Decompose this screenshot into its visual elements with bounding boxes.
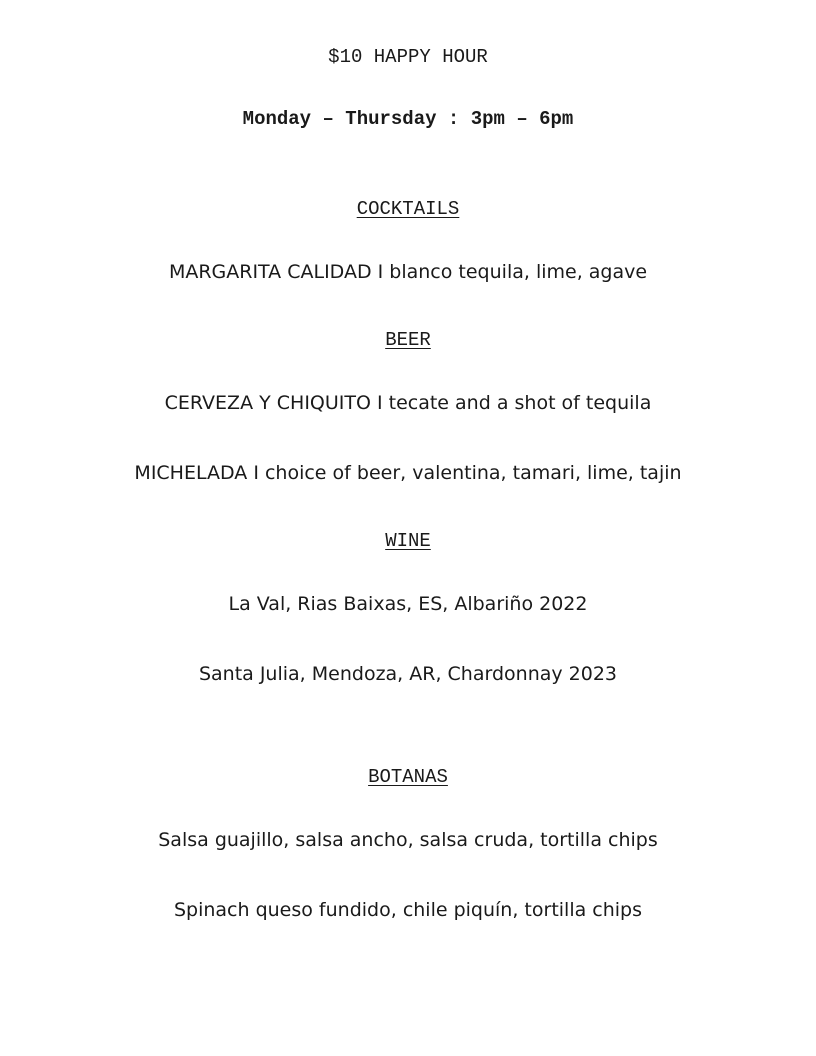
section-heading-botanas: BOTANAS	[368, 766, 448, 788]
section-heading-beer: BEER	[385, 329, 431, 351]
menu-item: Santa Julia, Mendoza, AR, Chardonnay 2023	[198, 663, 618, 685]
menu-item: MICHELADA I choice of beer, valentina, tamari, lime, tajin	[134, 462, 682, 484]
menu-item: Salsa guajillo, salsa ancho, salsa cruda, tortilla chips	[158, 829, 658, 851]
menu-item: La Val, Rias Baixas, ES, Albariño 2022	[228, 593, 588, 615]
menu-item: MARGARITA CALIDAD I blanco tequila, lime, agave	[168, 261, 648, 283]
menu-item: CERVEZA Y CHIQUITO I tecate and a shot of tequila	[164, 392, 652, 414]
schedule: Monday – Thursday : 3pm – 6pm	[242, 108, 574, 130]
section-heading-cocktails: COCKTAILS	[356, 198, 460, 220]
menu-item: Spinach queso fundido, chile piquín, tortilla chips	[173, 899, 643, 921]
section-heading-wine: WINE	[385, 530, 431, 552]
menu-title: $10 HAPPY HOUR	[328, 46, 488, 68]
